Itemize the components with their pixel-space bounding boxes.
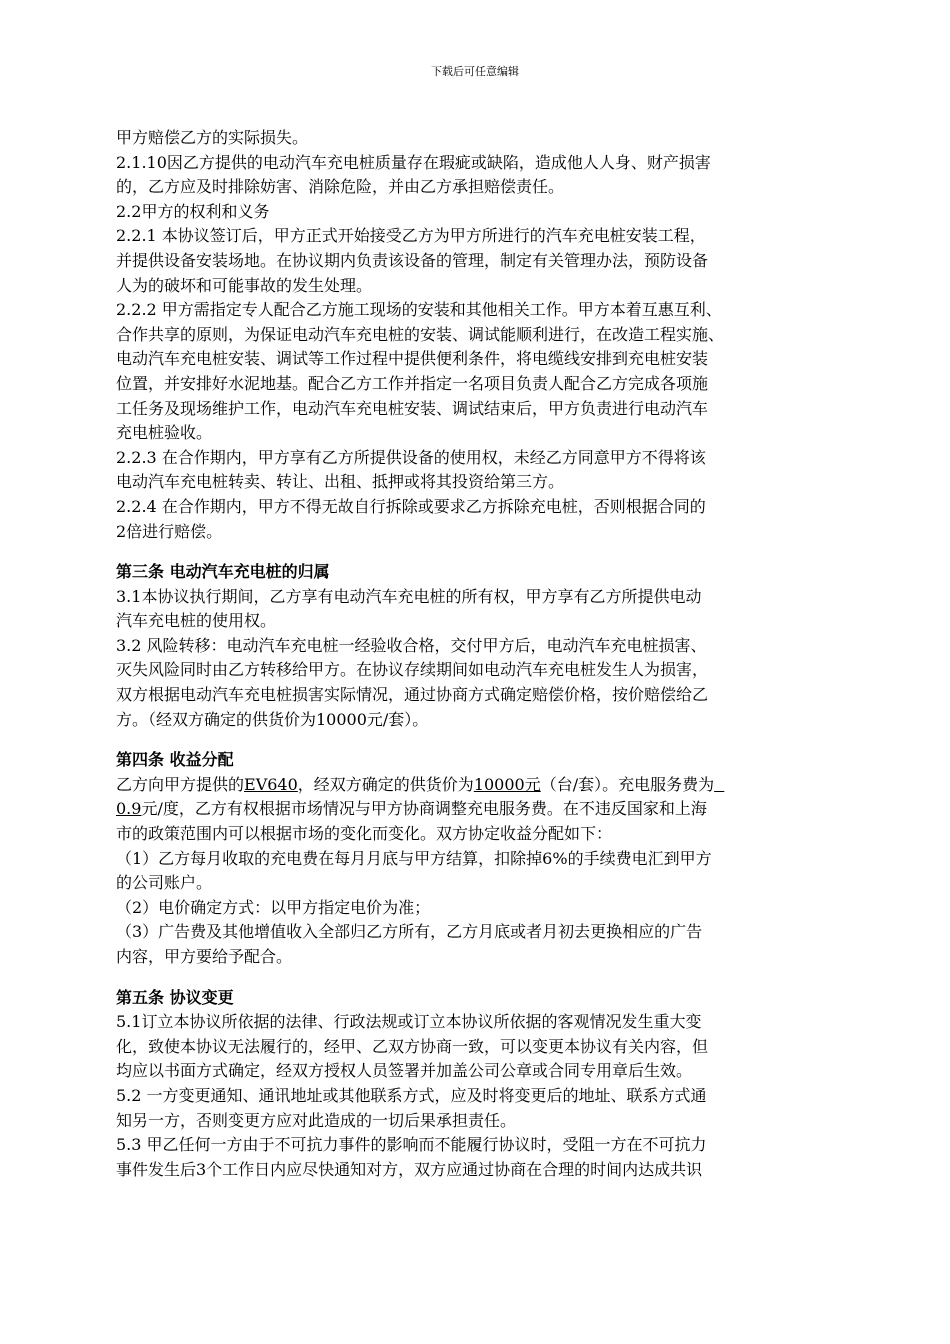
text-line: 合作共享的原则，为保证电动汽车充电桩的安装、调试能顺利进行，在改造工程实施、	[116, 324, 725, 344]
text-line: 充电桩验收。	[116, 423, 213, 443]
service-fee-line	[116, 797, 846, 822]
text-segment: 元/度，乙方有权根据市场情况与甲方协商调整充电服务费。在不违反国家和上海	[141, 799, 707, 819]
text-line: 甲方赔偿乙方的实际损失。	[116, 128, 309, 147]
section-heading-3: 第三条 电动汽车充电桩的归属	[116, 562, 330, 582]
item-2: （2）电价确定方式：以甲方指定电价为准；	[116, 897, 431, 917]
text-line: 2倍进行赔偿。	[116, 521, 223, 541]
clause-5-3: 5.3 甲乙任何一方由于不可抗力事件的影响而不能履行协议时，受阻一方在不可抗力	[116, 1135, 707, 1155]
supply-price: 10000元	[473, 774, 541, 794]
text-line: 方。（经双方确定的供货价为10000元/套）。	[116, 709, 429, 729]
subsection-title-2-2: 2.2甲方的权利和义务	[116, 201, 270, 221]
text-line: 电动汽车充电桩安装、调试等工作过程中提供便利条件，将电缆线安排到充电桩安装	[116, 349, 709, 369]
text-line: 灭失风险同时由乙方转移给甲方。在协议存续期间如电动汽车充电桩发生人为损害，	[116, 660, 709, 680]
section-heading-5: 第五条 协议变更	[116, 987, 234, 1007]
item-3: （3）广告费及其他增值收入全部归乙方所有，乙方月底或者月初去更换相应的广告	[116, 922, 703, 942]
text-line: 的，乙方应及时排除妨害、消除危险，并由乙方承担赔偿责任。	[116, 177, 565, 197]
text-segment: ，经双方确定的供货价为	[297, 774, 474, 794]
section-gap	[116, 544, 846, 560]
text-line: 市的政策范围内可以根据市场的变化而变化。双方协定收益分配如下：	[116, 824, 613, 844]
text-line: 知另一方，否则变更方应对此造成的一切后果承担责任。	[116, 1110, 517, 1130]
section-gap	[116, 732, 846, 748]
text-line: 位置，并安排好水泥地基。配合乙方工作并指定一名项目负责人配合乙方完成各项施	[116, 373, 709, 393]
text-line: 工任务及现场维护工作，电动汽车充电桩安装、调试结束后，甲方负责进行电动汽车	[116, 398, 709, 418]
section-gap	[116, 970, 846, 986]
service-fee-value: 0.9	[116, 799, 142, 819]
clause-2-2-2: 2.2.2 甲方需指定专人配合乙方施工现场的安装和其他相关工作。甲方本着互惠互利、	[116, 300, 722, 320]
text-segment: （台/套）。充电服务费为	[540, 774, 715, 794]
text-segment: 乙方向甲方提供的	[116, 774, 245, 794]
document-body	[116, 126, 846, 1182]
clause-5-2: 5.2 一方变更通知、通讯地址或其他联系方式，应及时将变更后的地址、联系方式通	[116, 1085, 707, 1105]
clause-2-2-1: 2.2.1 本协议签订后，甲方正式开始接受乙方为甲方所进行的汽车充电桩安装工程，	[116, 226, 706, 246]
text-line: 化，致使本协议无法履行的，经甲、乙双方协商一致，可以变更本协议有关内容，但	[116, 1036, 709, 1056]
text-line: 人为的破坏和可能事故的发生处理。	[116, 275, 373, 295]
text-line: 电动汽车充电桩转卖、转让、出租、抵押或将其投资给第三方。	[116, 472, 565, 492]
section-heading-4: 第四条 收益分配	[116, 750, 234, 770]
text-line: 并提供设备安装场地。在协议期内负责该设备的管理，制定有关管理办法，预防设备	[116, 250, 709, 270]
text-line: 内容，甲方要给予配合。	[116, 947, 293, 966]
clause-2-2-4: 2.2.4 在合作期内，甲方不得无故自行拆除或要求乙方拆除充电桩，否则根据合同的	[116, 496, 706, 516]
text-line: 的公司账户。	[116, 873, 213, 893]
clause-2-1-10: 2.1.10因乙方提供的电动汽车充电桩质量存在瑕疵或缺陷，造成他人人身、财产损害	[116, 152, 711, 172]
clause-5-1: 5.1订立本协议所依据的法律、行政法规或订立本协议所依据的客观情况发生重大变	[116, 1012, 702, 1032]
revenue-terms-line	[116, 773, 846, 798]
text-line: 事件发生后3个工作日内应尽快通知对方，双方应通过协商在合理的时间内达成共识	[116, 1159, 703, 1179]
text-line: 汽车充电桩的使用权。	[116, 611, 277, 631]
item-1: （1）乙方每月收取的充电费在每月月底与甲方结算，扣除掉6%的手续费电汇到甲方	[116, 848, 712, 868]
page-header: 下载后可任意编辑	[431, 65, 519, 78]
clause-3-2: 3.2 风险转移：电动汽车充电桩一经验收合格，交付甲方后，电动汽车充电桩损害、	[116, 635, 707, 655]
text-line: 均应以书面方式确定，经双方授权人员签署并加盖公司公章或合同专用章后生效。	[116, 1061, 693, 1081]
blank-underline	[714, 775, 724, 794]
clause-2-2-3: 2.2.3 在合作期内，甲方享有乙方所提供设备的使用权，未经乙方同意甲方不得将该	[116, 447, 706, 467]
text-line: 双方根据电动汽车充电桩损害实际情况，通过协商方式确定赔偿价格，按价赔偿给乙	[116, 685, 709, 705]
clause-3-1: 3.1本协议执行期间，乙方享有电动汽车充电桩的所有权，甲方享有乙方所提供电动	[116, 586, 702, 606]
product-model: EV640	[244, 774, 298, 794]
